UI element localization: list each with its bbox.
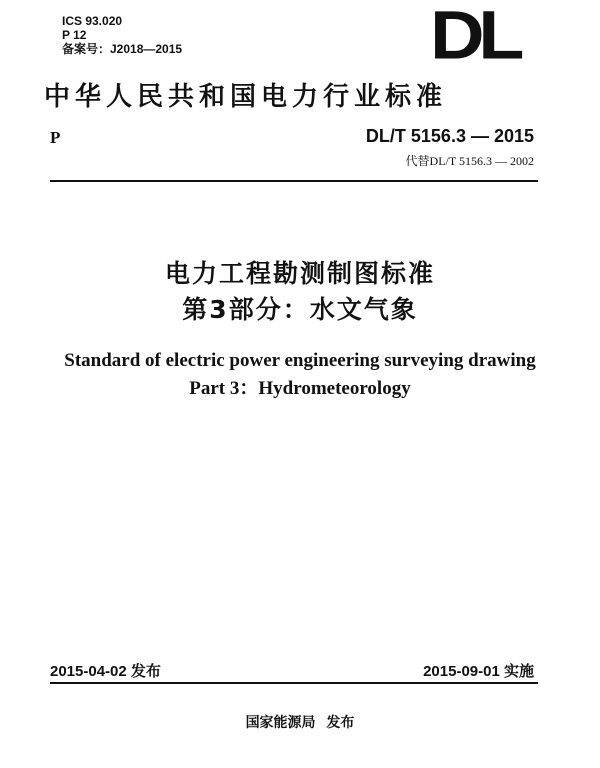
ics-code: ICS 93.020 [62,14,123,28]
title-en-line2: Part 3：Hydrometeorology [189,378,411,399]
footer-divider [50,682,538,684]
standard-number: DL/T 5156.3 — 2015 [365,126,534,146]
replaces-standard: 代替DL/T 5156.3 — 2002 [405,154,534,168]
implementation-date: 2015-09-01 实施 [423,663,534,680]
classification-letter: P [50,128,61,147]
publisher: 国家能源局 发布 [245,715,355,731]
record-number: 备案号：J2018—2015 [62,42,183,56]
title-cn-line1: 电力工程勘测制图标准 [164,259,435,288]
title-cn-line2: 第3部分：水文气象 [182,295,418,324]
title-en-line1: Standard of electric power engineering surveying drawing [64,350,536,371]
dl-logo: DL [430,0,519,74]
organization-title: 中华人民共和国电力行业标准 [44,82,448,112]
issue-date: 2015-04-02 发布 [50,663,161,680]
class-code: P 12 [62,28,87,42]
header-divider [50,180,538,182]
